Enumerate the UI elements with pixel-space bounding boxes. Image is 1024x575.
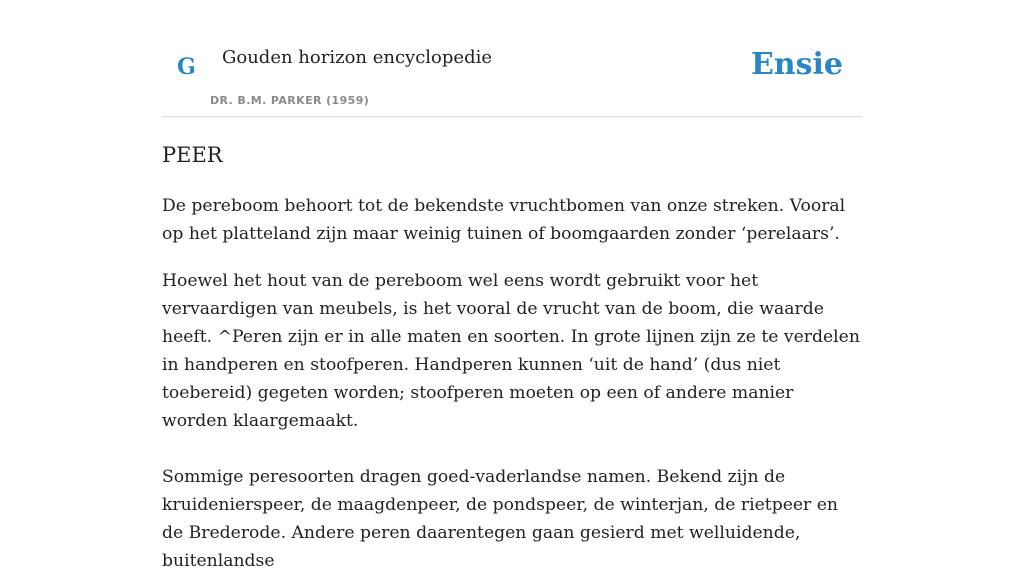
- ensie-logo-link[interactable]: Ensie: [750, 47, 843, 82]
- article-paragraph: Hoewel het hout van de pereboom wel eens wordt gebruikt voor het vervaardigen van meubels, is het vooral de vrucht van de boom, die waarde heeft. ^Peren zijn er in alle maten en soorten. In grote lijnen zijn ze te verdelen in handperen en stoofperen. Handperen kunnen ‘uit de hand’ (dus niet toebereid) gegeten worden; stoofperen moeten op een of andere manier worden klaargemaakt.: [162, 271, 860, 431]
- source-logo-icon[interactable]: G: [177, 54, 196, 80]
- article-paragraph: De pereboom behoort tot de bekendste vruchtbomen van onze streken. Vooral op het platteland zijn maar weinig tuinen of boomgaarden zonder ‘perelaars’.: [162, 196, 846, 244]
- source-title-link[interactable]: Gouden horizon encyclopedie: [222, 47, 492, 68]
- source-header: [162, 0, 862, 117]
- source-author: DR. B.M. PARKER (1959): [210, 94, 370, 107]
- entry-title: PEER: [162, 143, 223, 167]
- article-body: [162, 140, 862, 575]
- article-paragraph: Sommige peresoorten dragen goed-vaderlandse namen. Bekend zijn de kruidenierspeer, de maagdenpeer, de pondspeer, de winterjan, de rietpeer en de Brederode. Andere peren daarentegen gaan gesierd met welluidende, buitenlandse: [162, 467, 838, 571]
